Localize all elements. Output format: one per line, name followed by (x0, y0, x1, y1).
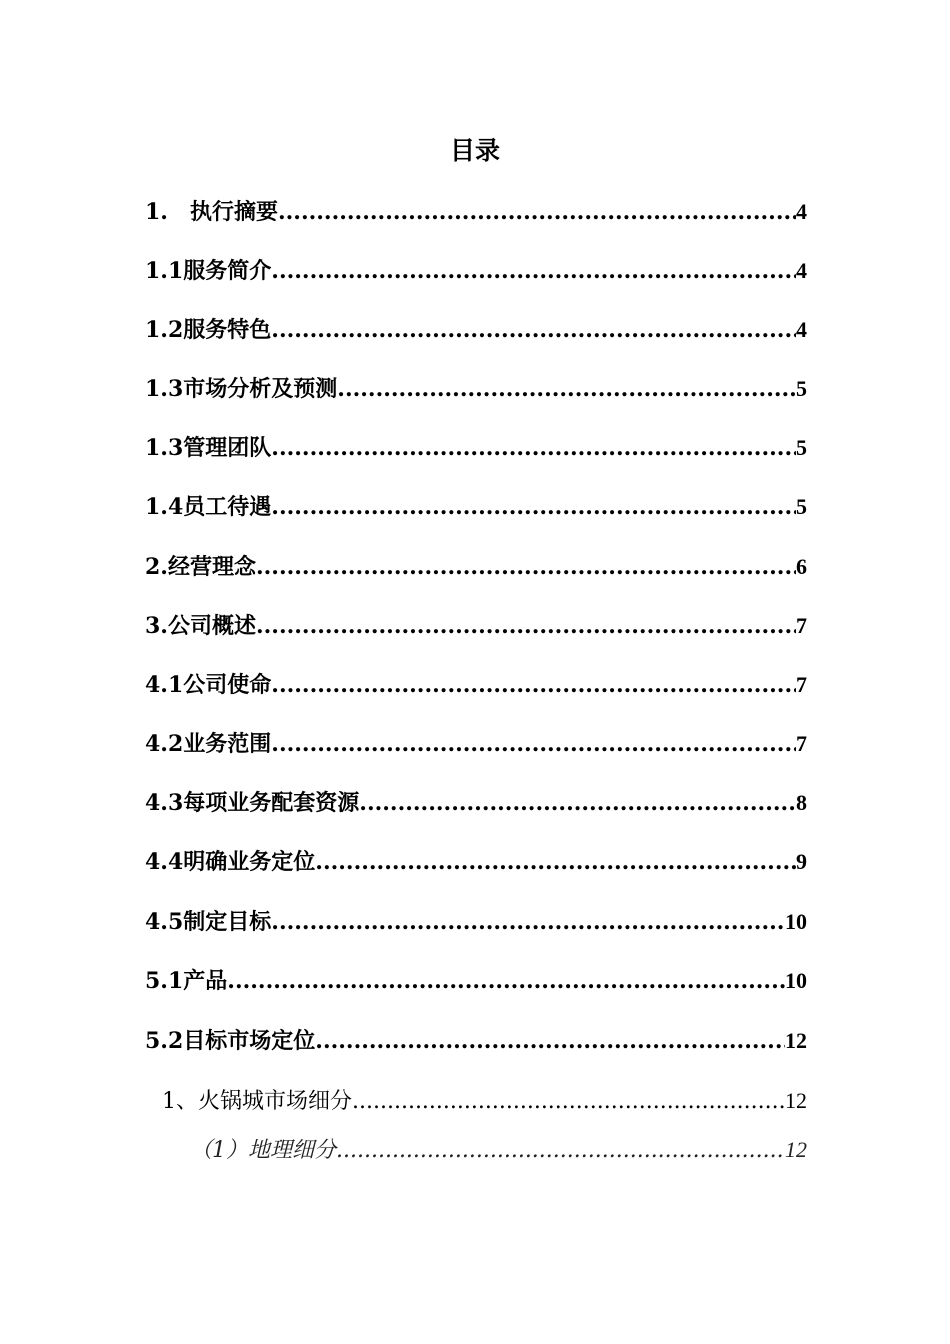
toc-leader-dots (271, 670, 796, 700)
toc-entry-page: 10 (785, 968, 807, 993)
toc-entry-page: 8 (796, 790, 807, 815)
toc-leader-dots (271, 433, 796, 463)
toc-leader-dots (352, 1087, 785, 1117)
toc-entry-page: 7 (796, 731, 807, 756)
toc-entry-text: （1）地理细分 (190, 1138, 336, 1163)
toc-entry[interactable] (145, 670, 807, 700)
toc-entry[interactable] (145, 433, 807, 463)
toc-entry[interactable] (145, 966, 807, 996)
toc-entry[interactable] (145, 552, 807, 582)
toc-entry[interactable] (162, 1086, 807, 1116)
toc-entry[interactable] (190, 1135, 807, 1165)
toc-entry-page: 9 (796, 849, 807, 874)
toc-entry-page: 6 (796, 554, 807, 579)
toc-entry-text: 4.3每项业务配套资源 (145, 790, 360, 816)
toc-leader-dots (256, 552, 796, 582)
toc-entry-page: 4 (796, 317, 807, 342)
toc-entry-text: 4.1公司使命 (145, 672, 272, 698)
toc-leader-dots (336, 1136, 785, 1166)
toc-leader-dots (271, 729, 796, 759)
toc-entry-text: 4.2业务范围 (145, 731, 272, 757)
toc-entry-text: 5.2目标市场定位 (145, 1028, 316, 1054)
toc-entry-text: 1.3管理团队 (145, 435, 272, 461)
toc-leader-dots (256, 611, 796, 641)
toc-entry[interactable] (145, 492, 807, 522)
toc-leader-dots (278, 197, 796, 227)
toc-entry[interactable] (145, 847, 807, 877)
toc-leader-dots (315, 1026, 785, 1056)
toc-entry[interactable] (145, 788, 807, 818)
toc-entry-page: 4 (796, 258, 807, 283)
toc-leader-dots (271, 315, 796, 345)
toc-entry-page: 5 (796, 376, 807, 401)
toc-entry[interactable] (145, 907, 807, 937)
toc-leader-dots (271, 907, 785, 937)
toc-entry-page: 10 (785, 909, 807, 934)
toc-entry-text: 1.2服务特色 (145, 317, 272, 343)
toc-entry-text: 4.5制定目标 (145, 909, 272, 935)
toc-entry-page: 12 (785, 1028, 807, 1053)
toc-entry-text: 1、火锅城市场细分 (162, 1089, 352, 1114)
toc-leader-dots (271, 256, 796, 286)
toc-entry-text: 1.3市场分析及预测 (145, 376, 338, 402)
toc-leader-dots (271, 492, 796, 522)
toc-title: 目录 (449, 136, 500, 165)
toc-entry-text: 1. 执行摘要 (145, 199, 278, 225)
toc-leader-dots (359, 788, 796, 818)
toc-entry-page: 4 (796, 199, 807, 224)
toc-entry-text: 5.1产品 (145, 968, 228, 994)
toc-leader-dots (337, 374, 796, 404)
toc-entry[interactable] (145, 1026, 807, 1056)
toc-entry[interactable] (145, 611, 807, 641)
toc-entry[interactable] (145, 315, 807, 345)
toc-entry-page: 12 (785, 1137, 807, 1162)
toc-entry-text: 3.公司概述 (145, 613, 256, 639)
toc-entry[interactable] (145, 256, 807, 286)
toc-entry-text: 2.经营理念 (145, 554, 256, 580)
toc-leader-dots (227, 966, 785, 996)
toc-entry-text: 4.4明确业务定位 (145, 849, 316, 875)
toc-entry-page: 5 (796, 435, 807, 460)
toc-leader-dots (315, 847, 796, 877)
toc-entry[interactable] (145, 197, 807, 227)
toc-entry-text: 1.1服务简介 (145, 258, 272, 284)
toc-entry-page: 12 (785, 1088, 807, 1113)
toc-entry[interactable] (145, 374, 807, 404)
toc-entry-page: 7 (796, 613, 807, 638)
toc-entry-page: 7 (796, 672, 807, 697)
toc-entry-text: 1.4员工待遇 (145, 494, 272, 520)
toc-entry[interactable] (145, 729, 807, 759)
toc-entry-page: 5 (796, 494, 807, 519)
